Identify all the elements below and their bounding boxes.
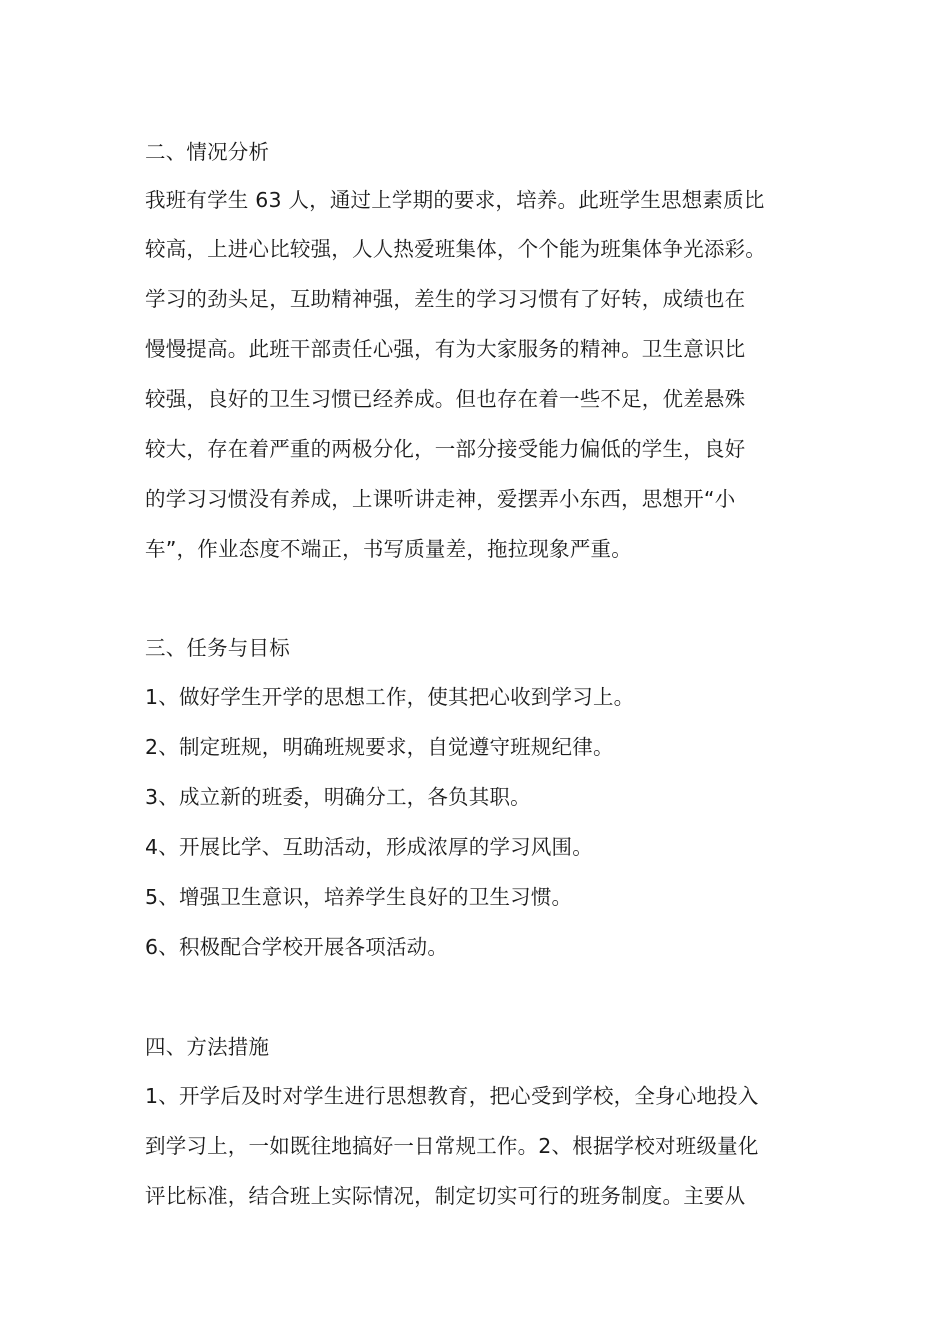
list-item: 2、制定班规，明确班规要求，自觉遵守班规纪律。 [145, 735, 614, 759]
list-item: 6、积极配合学校开展各项活动。 [145, 935, 449, 959]
paragraph-line: 1、开学后及时对学生进行思想教育，把心受到学校，全身心地投入 [145, 1084, 759, 1108]
section-heading-analysis: 二、情况分析 [145, 140, 270, 164]
paragraph-line: 到学习上，一如既往地搞好一日常规工作。2、根据学校对班级量化 [145, 1134, 759, 1158]
list-item: 5、增强卫生意识，培养学生良好的卫生习惯。 [145, 885, 573, 909]
paragraph-line: 学习的劲头足，互助精神强，差生的学习习惯有了好转，成绩也在 [145, 287, 746, 311]
paragraph-line: 较大，存在着严重的两极分化，一部分接受能力偏低的学生，良好 [145, 437, 746, 461]
paragraph-line: 慢慢提高。此班干部责任心强，有为大家服务的精神。卫生意识比 [145, 337, 746, 361]
paragraph-line: 较强，良好的卫生习惯已经养成。但也存在着一些不足，优差悬殊 [145, 387, 746, 411]
list-item: 3、成立新的班委，明确分工，各负其职。 [145, 785, 531, 809]
list-item: 1、做好学生开学的思想工作，使其把心收到学习上。 [145, 685, 635, 709]
list-item: 4、开展比学、互助活动，形成浓厚的学习风围。 [145, 835, 593, 859]
section-heading-methods: 四、方法措施 [145, 1035, 270, 1059]
paragraph-line: 我班有学生 63 人，通过上学期的要求，培养。此班学生思想素质比 [145, 188, 765, 212]
paragraph-line: 的学习习惯没有养成，上课听讲走神，爱摆弄小东西，思想开“小 [145, 487, 736, 511]
section-heading-goals: 三、任务与目标 [145, 636, 290, 660]
paragraph-line: 车”，作业态度不端正，书写质量差，拖拉现象严重。 [145, 537, 632, 561]
paragraph-line: 较高，上进心比较强，人人热爱班集体，个个能为班集体争光添彩。 [145, 237, 766, 261]
paragraph-line: 评比标准，结合班上实际情况，制定切实可行的班务制度。主要从 [145, 1184, 746, 1208]
